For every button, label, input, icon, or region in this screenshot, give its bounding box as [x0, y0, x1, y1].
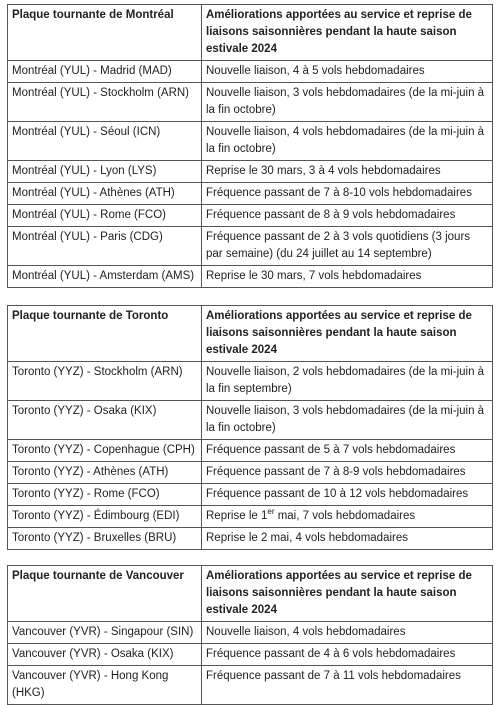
montreal-hub-table [7, 4, 493, 288]
table-row [8, 122, 493, 161]
table-row [8, 622, 493, 644]
table-row [8, 506, 493, 528]
detail-text: Reprise le 1 [206, 510, 268, 522]
table-row [8, 528, 493, 550]
detail-cell [202, 506, 493, 528]
vancouver-hub-table [7, 565, 493, 705]
table-row [8, 83, 493, 122]
table-row [8, 61, 493, 83]
route-cell: Vancouver (YVR) - Hong Kong (HKG) [8, 666, 202, 705]
route-cell: Toronto (YYZ) - Rome (FCO) [8, 484, 202, 506]
detail-cell: Nouvelle liaison, 4 vols hebdomadaires (de la mi-juin à la fin octobre) [202, 122, 493, 161]
table-row [8, 227, 493, 266]
route-cell: Montréal (YUL) - Stockholm (ARN) [8, 83, 202, 122]
route-cell: Montréal (YUL) - Madrid (MAD) [8, 61, 202, 83]
hub-header: Plaque tournante de Montréal [8, 5, 202, 61]
detail-cell: Fréquence passant de 7 à 8-10 vols hebdomadaires [202, 183, 493, 205]
route-cell: Montréal (YUL) - Séoul (ICN) [8, 122, 202, 161]
table-header-row [8, 306, 493, 362]
route-cell: Toronto (YYZ) - Copenhague (CPH) [8, 440, 202, 462]
improvements-header: Améliorations apportées au service et reprise de liaisons saisonnières pendant la haute saison estivale 2024 [202, 566, 493, 622]
detail-cell: Fréquence passant de 4 à 6 vols hebdomadaires [202, 644, 493, 666]
detail-text: mai, 7 vols hebdomadaires [274, 510, 416, 522]
improvements-header: Améliorations apportées au service et reprise de liaisons saisonnières pendant la haute saison estivale 2024 [202, 5, 493, 61]
detail-cell: Nouvelle liaison, 3 vols hebdomadaires (de la mi-juin à la fin octobre) [202, 83, 493, 122]
detail-cell: Reprise le 30 mars, 7 vols hebdomadaires [202, 266, 493, 288]
detail-cell: Nouvelle liaison, 4 à 5 vols hebdomadaires [202, 61, 493, 83]
hub-header: Plaque tournante de Toronto [8, 306, 202, 362]
detail-cell: Reprise le 2 mai, 4 vols hebdomadaires [202, 528, 493, 550]
table-row [8, 205, 493, 227]
route-cell: Toronto (YYZ) - Stockholm (ARN) [8, 362, 202, 401]
table-row [8, 666, 493, 705]
detail-cell: Fréquence passant de 8 à 9 vols hebdomadaires [202, 205, 493, 227]
route-cell: Montréal (YUL) - Athènes (ATH) [8, 183, 202, 205]
route-cell: Toronto (YYZ) - Bruxelles (BRU) [8, 528, 202, 550]
table-row [8, 462, 493, 484]
table-header-row [8, 5, 493, 61]
detail-cell: Nouvelle liaison, 2 vols hebdomadaires (de la mi-juin à la fin septembre) [202, 362, 493, 401]
route-cell: Toronto (YYZ) - Édimbourg (EDI) [8, 506, 202, 528]
detail-cell: Nouvelle liaison, 3 vols hebdomadaires (de la mi-juin à la fin octobre) [202, 401, 493, 440]
route-cell: Montréal (YUL) - Lyon (LYS) [8, 161, 202, 183]
detail-cell: Reprise le 30 mars, 3 à 4 vols hebdomadaires [202, 161, 493, 183]
ordinal-superscript: er [267, 507, 275, 517]
table-row [8, 266, 493, 288]
table-row [8, 362, 493, 401]
detail-cell: Nouvelle liaison, 4 vols hebdomadaires [202, 622, 493, 644]
table-row [8, 484, 493, 506]
detail-cell: Fréquence passant de 10 à 12 vols hebdomadaires [202, 484, 493, 506]
detail-cell: Fréquence passant de 7 à 11 vols hebdomadaires [202, 666, 493, 705]
table-header-row [8, 566, 493, 622]
toronto-hub-table [7, 305, 493, 550]
table-row [8, 401, 493, 440]
route-cell: Vancouver (YVR) - Singapour (SIN) [8, 622, 202, 644]
detail-cell: Fréquence passant de 2 à 3 vols quotidiens (3 jours par semaine) (du 24 juillet au 14 septembre) [202, 227, 493, 266]
route-cell: Toronto (YYZ) - Osaka (KIX) [8, 401, 202, 440]
route-cell: Toronto (YYZ) - Athènes (ATH) [8, 462, 202, 484]
hub-header: Plaque tournante de Vancouver [8, 566, 202, 622]
route-cell: Montréal (YUL) - Rome (FCO) [8, 205, 202, 227]
route-cell: Vancouver (YVR) - Osaka (KIX) [8, 644, 202, 666]
table-row [8, 440, 493, 462]
table-row [8, 644, 493, 666]
improvements-header: Améliorations apportées au service et reprise de liaisons saisonnières pendant la haute saison estivale 2024 [202, 306, 493, 362]
table-row [8, 161, 493, 183]
detail-cell: Fréquence passant de 7 à 8-9 vols hebdomadaires [202, 462, 493, 484]
detail-cell: Fréquence passant de 5 à 7 vols hebdomadaires [202, 440, 493, 462]
route-cell: Montréal (YUL) - Amsterdam (AMS) [8, 266, 202, 288]
table-row [8, 183, 493, 205]
route-cell: Montréal (YUL) - Paris (CDG) [8, 227, 202, 266]
